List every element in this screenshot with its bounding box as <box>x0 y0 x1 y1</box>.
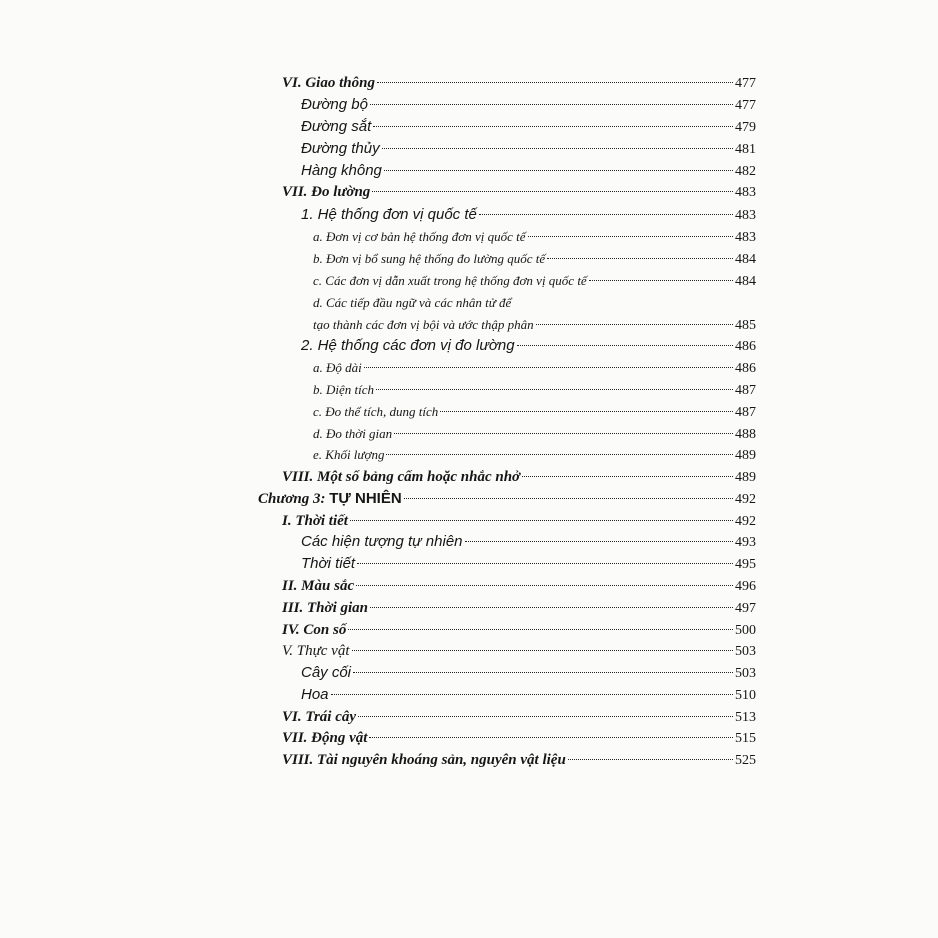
toc-entry-page: 493 <box>735 535 756 550</box>
toc-entry <box>282 72 756 94</box>
dot-leader <box>517 345 733 346</box>
toc-entry-label: a. Đơn vị cơ bản hệ thống đơn vị quốc tế <box>313 229 526 244</box>
dot-leader <box>348 629 733 630</box>
toc-entry-label: V. Thực vật <box>282 643 350 659</box>
toc-entry <box>301 553 756 575</box>
toc-entry <box>282 640 756 662</box>
toc-entry-label: d. Các tiếp đầu ngữ và các nhân tử để <box>313 295 512 310</box>
toc-entry-page: 510 <box>735 688 756 703</box>
dot-leader <box>479 214 733 215</box>
chapter-prefix: Chương 3: <box>258 491 330 507</box>
dot-leader <box>364 367 733 368</box>
toc-entry-page: 515 <box>735 731 756 746</box>
toc-entry-page: 500 <box>735 623 756 638</box>
toc-entry-label: I. Thời tiết <box>282 513 348 529</box>
toc-entry <box>282 181 756 203</box>
toc-entry <box>313 248 756 270</box>
toc-entry <box>313 444 756 466</box>
toc-entry-label: VI. Trái cây <box>282 709 357 725</box>
toc-entry-label: III. Thời gian <box>282 600 368 616</box>
dot-leader <box>353 672 733 673</box>
toc-entry <box>313 226 756 248</box>
chapter-entry <box>258 488 756 510</box>
toc-entry-page: 525 <box>735 753 756 768</box>
toc-entry <box>301 160 756 182</box>
toc-entry-label: Đường bộ <box>301 96 368 113</box>
toc-entry-page: 489 <box>735 448 756 463</box>
toc-entry-page: 477 <box>735 98 756 113</box>
toc-entry <box>282 510 756 532</box>
dot-leader <box>352 650 734 651</box>
dot-leader <box>376 389 733 390</box>
toc-entry-label: d. Đo thời gian <box>313 426 393 441</box>
toc-entry <box>301 204 756 226</box>
toc-entry <box>282 597 756 619</box>
toc-entry-label: 2. Hệ thống các đơn vị đo lường <box>301 337 515 354</box>
toc-entry <box>301 662 756 684</box>
toc-entry-page: 486 <box>735 361 756 376</box>
toc-entry <box>282 706 756 728</box>
dot-leader <box>370 607 733 608</box>
toc-entry-page: 487 <box>735 383 756 398</box>
toc-entry-page: 483 <box>735 230 756 245</box>
toc-entry-label: tạo thành các đơn vị bội và ước thập phân <box>313 317 534 332</box>
toc-entry-label: VI. Giao thông <box>282 75 375 91</box>
toc-entry-page: 503 <box>735 666 756 681</box>
dot-leader <box>528 236 733 237</box>
toc-entry-page: 486 <box>735 339 756 354</box>
dot-leader <box>536 324 733 325</box>
toc-entry-label: VIII. Tài nguyên khoáng sản, nguyên vật liệu <box>282 752 566 768</box>
dot-leader <box>522 476 733 477</box>
toc-entry-page: 483 <box>735 185 756 200</box>
toc-entry-label: Đường sắt <box>301 118 372 135</box>
dot-leader <box>331 694 733 695</box>
toc-entry <box>282 727 756 749</box>
toc-entry <box>282 619 756 641</box>
toc-entry <box>313 270 756 292</box>
toc-entry-page: 484 <box>735 252 756 267</box>
toc-entry-page: 496 <box>735 579 756 594</box>
toc-entry <box>313 379 756 401</box>
toc-entry-page: 488 <box>735 427 756 442</box>
toc-entry-label: c. Các đơn vị dẫn xuất trong hệ thống đơn vị quốc tế <box>313 273 587 288</box>
toc-entry-label: e. Khối lượng <box>313 447 385 462</box>
dot-leader <box>373 126 733 127</box>
toc-entry-page: 477 <box>735 76 756 91</box>
toc-entry-page: 497 <box>735 601 756 616</box>
toc-entry-page: 495 <box>735 557 756 572</box>
dot-leader <box>369 737 733 738</box>
toc-entry-label: Hoa <box>301 686 329 703</box>
toc-entry-page: 492 <box>735 514 756 529</box>
dot-leader <box>589 280 733 281</box>
toc-entry-page: 492 <box>735 492 756 507</box>
toc-entry <box>301 335 756 357</box>
toc-entry <box>313 401 756 423</box>
toc-entry-page: 513 <box>735 710 756 725</box>
dot-leader <box>350 520 733 521</box>
toc-entry-label: 1. Hệ thống đơn vị quốc tế <box>301 206 477 223</box>
dot-leader <box>404 498 733 499</box>
dot-leader <box>568 759 733 760</box>
toc-entry <box>301 138 756 160</box>
toc-entry <box>301 684 756 706</box>
toc-entry-label: a. Độ dài <box>313 360 362 375</box>
toc-entry-label: VII. Đo lường <box>282 184 371 200</box>
toc-entry-page: 487 <box>735 405 756 420</box>
dot-leader <box>377 82 733 83</box>
toc-entry <box>301 94 756 116</box>
toc-entry-label: II. Màu sắc <box>282 578 355 594</box>
toc-entry <box>301 531 756 553</box>
toc-entry-page: 489 <box>735 470 756 485</box>
toc-entry <box>282 575 756 597</box>
dot-leader <box>356 585 733 586</box>
toc-entry-page: 479 <box>735 120 756 135</box>
toc-entry-page: 485 <box>735 318 756 333</box>
toc-entry-page: 484 <box>735 274 756 289</box>
dot-leader <box>386 454 733 455</box>
toc-entry-page: 503 <box>735 644 756 659</box>
toc-entry-label: VIII. Một số bảng cấm hoặc nhắc nhở <box>282 469 521 485</box>
dot-leader <box>547 258 733 259</box>
dot-leader <box>384 170 733 171</box>
toc-entry-page: 481 <box>735 142 756 157</box>
toc-entry-label: b. Diện tích <box>313 382 375 397</box>
chapter-label <box>258 488 402 510</box>
toc-entry <box>313 423 756 445</box>
toc-entry-label: Thời tiết <box>301 555 356 572</box>
toc-entry-label: b. Đơn vị bổ sung hệ thống đo lường quốc tế <box>313 251 546 266</box>
toc-entry <box>313 357 756 379</box>
toc-entry-label: VII. Động vật <box>282 730 368 746</box>
toc-entry-page: 482 <box>735 164 756 179</box>
dot-leader <box>358 716 733 717</box>
toc-entry-label: Cây cối <box>301 664 352 681</box>
dot-leader <box>382 148 733 149</box>
toc-entry <box>313 292 511 314</box>
dot-leader <box>440 411 733 412</box>
toc-entry-label: Các hiện tượng tự nhiên <box>301 533 463 550</box>
toc-entry <box>301 116 756 138</box>
toc-entry <box>313 314 756 336</box>
dot-leader <box>465 541 733 542</box>
toc-entry-label: Hàng không <box>301 162 382 179</box>
toc-entry-label: c. Đo thể tích, dung tích <box>313 404 439 419</box>
dot-leader <box>357 563 733 564</box>
toc-entry <box>282 749 756 771</box>
toc-entry-label: IV. Con số <box>282 622 347 638</box>
dot-leader <box>372 191 733 192</box>
dot-leader <box>394 433 733 434</box>
chapter-title: TỰ NHIÊN <box>329 490 402 507</box>
dot-leader <box>370 104 733 105</box>
toc-entry <box>282 466 756 488</box>
toc-entry-label: Đường thủy <box>301 140 380 157</box>
toc-entry-page: 483 <box>735 208 756 223</box>
